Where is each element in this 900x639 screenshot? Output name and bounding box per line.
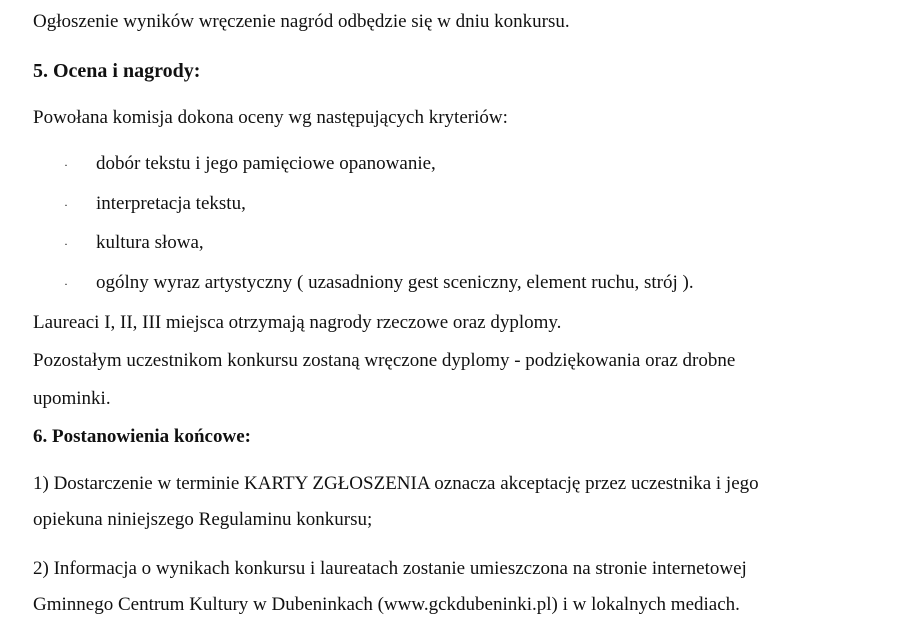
criterion-text: interpretacja tekstu, — [96, 193, 246, 214]
results-announcement: Ogłoszenie wyników wręczenie nagród odbędzie się w dniu konkursu. — [33, 11, 570, 32]
bullet-dot-icon: · — [64, 237, 68, 251]
section-5-heading: 5. Ocena i nagrody: — [33, 60, 201, 82]
criterion-text: ogólny wyraz artystyczny ( uzasadniony gest sceniczny, element ruchu, strój ). — [96, 272, 694, 293]
list-item — [33, 152, 436, 177]
criteria-intro: Powołana komisja dokona oceny wg następujących kryteriów: — [33, 107, 508, 128]
laureates-prizes: Laureaci I, II, III miejsca otrzymają nagrody rzeczowe oraz dyplomy. — [33, 312, 562, 333]
other-participants-line-1: Pozostałym uczestnikom konkursu zostaną wręczone dyplomy - podziękowania oraz drobne — [33, 350, 736, 371]
final-item-2-line-2: Gminnego Centrum Kultury w Dubeninkach (www.gckdubeninki.pl) i w lokalnych mediach. — [33, 594, 740, 615]
bullet-dot-icon: · — [64, 158, 68, 172]
list-item — [33, 231, 204, 256]
section-6-heading: 6. Postanowienia końcowe: — [33, 426, 251, 447]
bullet-dot-icon: · — [64, 198, 68, 212]
criterion-text: dobór tekstu i jego pamięciowe opanowanie, — [96, 153, 436, 174]
list-item — [33, 192, 246, 217]
final-item-1-line-1: 1) Dostarczenie w terminie KARTY ZGŁOSZENIA oznacza akceptację przez uczestnika i jego — [33, 473, 759, 494]
final-item-2-line-1: 2) Informacja o wynikach konkursu i laureatach zostanie umieszczona na stronie internetowej — [33, 558, 747, 579]
final-item-1-line-2: opiekuna niniejszego Regulaminu konkursu; — [33, 509, 373, 530]
criterion-text: kultura słowa, — [96, 232, 204, 253]
other-participants-line-2: upominki. — [33, 388, 111, 409]
list-item — [33, 271, 694, 296]
bullet-dot-icon: · — [64, 277, 68, 291]
